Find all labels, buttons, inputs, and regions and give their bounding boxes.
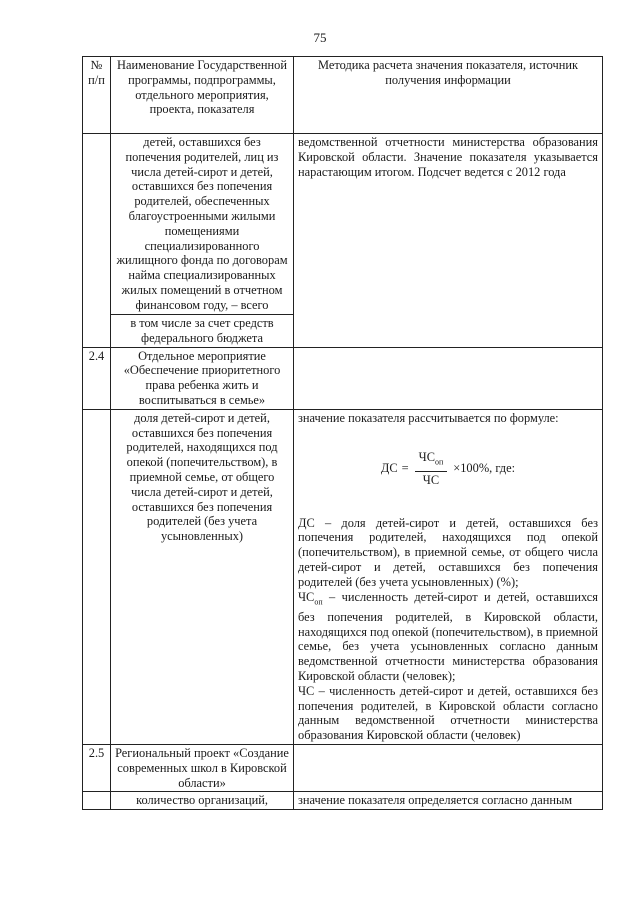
header-method: Методика расчета значения показателя, источник получения информации: [294, 57, 603, 134]
formula-fraction: [415, 450, 448, 488]
formula-numerator: $ЧС_{оп}$: [415, 450, 448, 472]
page-number: 75: [313, 30, 327, 45]
header-name: Наименование Государственной программы, подпрограммы, отдельного мероприятия, проекта, показателя: [111, 57, 294, 134]
row-name: Региональный проект «Создание современных школ в Кировской области»: [111, 745, 294, 792]
header-num: № п/п: [83, 57, 111, 134]
formula: [298, 450, 598, 488]
row-method: [294, 347, 603, 409]
row-num: 2.5: [83, 745, 111, 792]
table-header-row: [83, 57, 603, 134]
row-method: [294, 745, 603, 792]
definition-chs: ЧС – численность детей-сирот и детей, оставшихся без попечения родителей, в Кировской области согласно данным ведомственной отчетности министерства образования Кировской области (человек): [298, 683, 598, 743]
formula-tail: ×100%, где:: [453, 461, 516, 476]
row-name: детей, оставшихся без попечения родителей, лиц из числа детей-сирот и детей, оставшихся без попечения родителей, обеспеченных благоустроенными жилыми помещениями специализированного жилищного фонда по договорам найма специализированных жилых помещений в отчетном финансовом году, – всего: [111, 134, 294, 315]
indicators-table: [82, 56, 603, 810]
row-method: ведомственной отчетности министерства образования Кировской области. Значение показателя указывается нарастающим итогом. Подсчет ведется с 2012 года: [294, 134, 603, 348]
formula-eq: =: [401, 461, 409, 476]
definition-ds: ДС – доля детей-сирот и детей, оставшихся без попечения родителей, находящихся под опекой (попечительством), в приемной семье, от общего числа детей-сирот и детей, оставшихся без попечения родителей (без учета усыновленных) (%);: [298, 515, 598, 589]
table-row: [83, 792, 603, 810]
row-num: [83, 792, 111, 810]
row-name: в том числе за счет средств федерального бюджета: [111, 315, 294, 348]
row-name: Отдельное мероприятие «Обеспечение приоритетного права ребенка жить и воспитываться в семье»: [111, 347, 294, 409]
row-name: доля детей-сирот и детей, оставшихся без попечения родителей, находящихся под опекой (попечительством), в приемной семье, от общего числа детей-сирот и детей, оставшихся без попечения родителей (без учета усыновленных): [111, 409, 294, 744]
row-num: 2.4: [83, 347, 111, 409]
row-method: [294, 409, 603, 744]
table-row: [83, 745, 603, 792]
formula-intro: значение показателя рассчитывается по формуле:: [298, 410, 559, 425]
row-method: значение показателя определяется согласно данным: [294, 792, 603, 810]
row-num: [83, 409, 111, 744]
table-row: [83, 347, 603, 409]
table-row: [83, 409, 603, 744]
definition-chs-op: $ЧС_{оп}$ – численность детей-сирот и детей, оставшихся без попечения родителей, в Кировской области, находящихся под опекой (попечительством), в приемной семье, без учета усыновленных согласно данным ведомственной отчетности министерства образования Кировской области (человек);: [298, 589, 599, 684]
formula-lhs: ДС: [380, 461, 398, 476]
row-num: [83, 134, 111, 348]
formula-denominator: ЧС: [422, 472, 440, 487]
table-row: [83, 134, 603, 315]
row-name: количество организаций,: [111, 792, 294, 810]
